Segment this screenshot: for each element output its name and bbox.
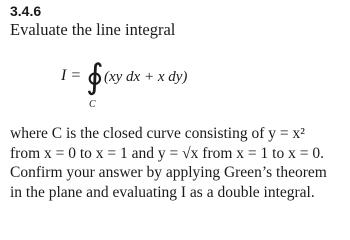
- description-line: Confirm your answer by applying Green’s theorem: [10, 164, 327, 181]
- problem-intro: Evaluate the line integral: [10, 20, 176, 39]
- line-integral-equation: [0, 58, 350, 118]
- description-line: where C is the closed curve consisting of y = x²: [10, 125, 305, 142]
- section-number: 3.4.6: [10, 3, 42, 19]
- description-line: from x = 0 to x = 1 and y = √x from x = 1 to x = 0.: [10, 144, 324, 162]
- contour-label: C: [89, 99, 96, 110]
- equation-integrand: (xy dx + x dy): [104, 69, 188, 85]
- equation-lhs: I =: [61, 67, 82, 84]
- contour-integral-symbol: ∮: [86, 57, 104, 97]
- description-line: in the plane and evaluating I as a double integral.: [10, 183, 315, 201]
- problem-description: [10, 124, 346, 202]
